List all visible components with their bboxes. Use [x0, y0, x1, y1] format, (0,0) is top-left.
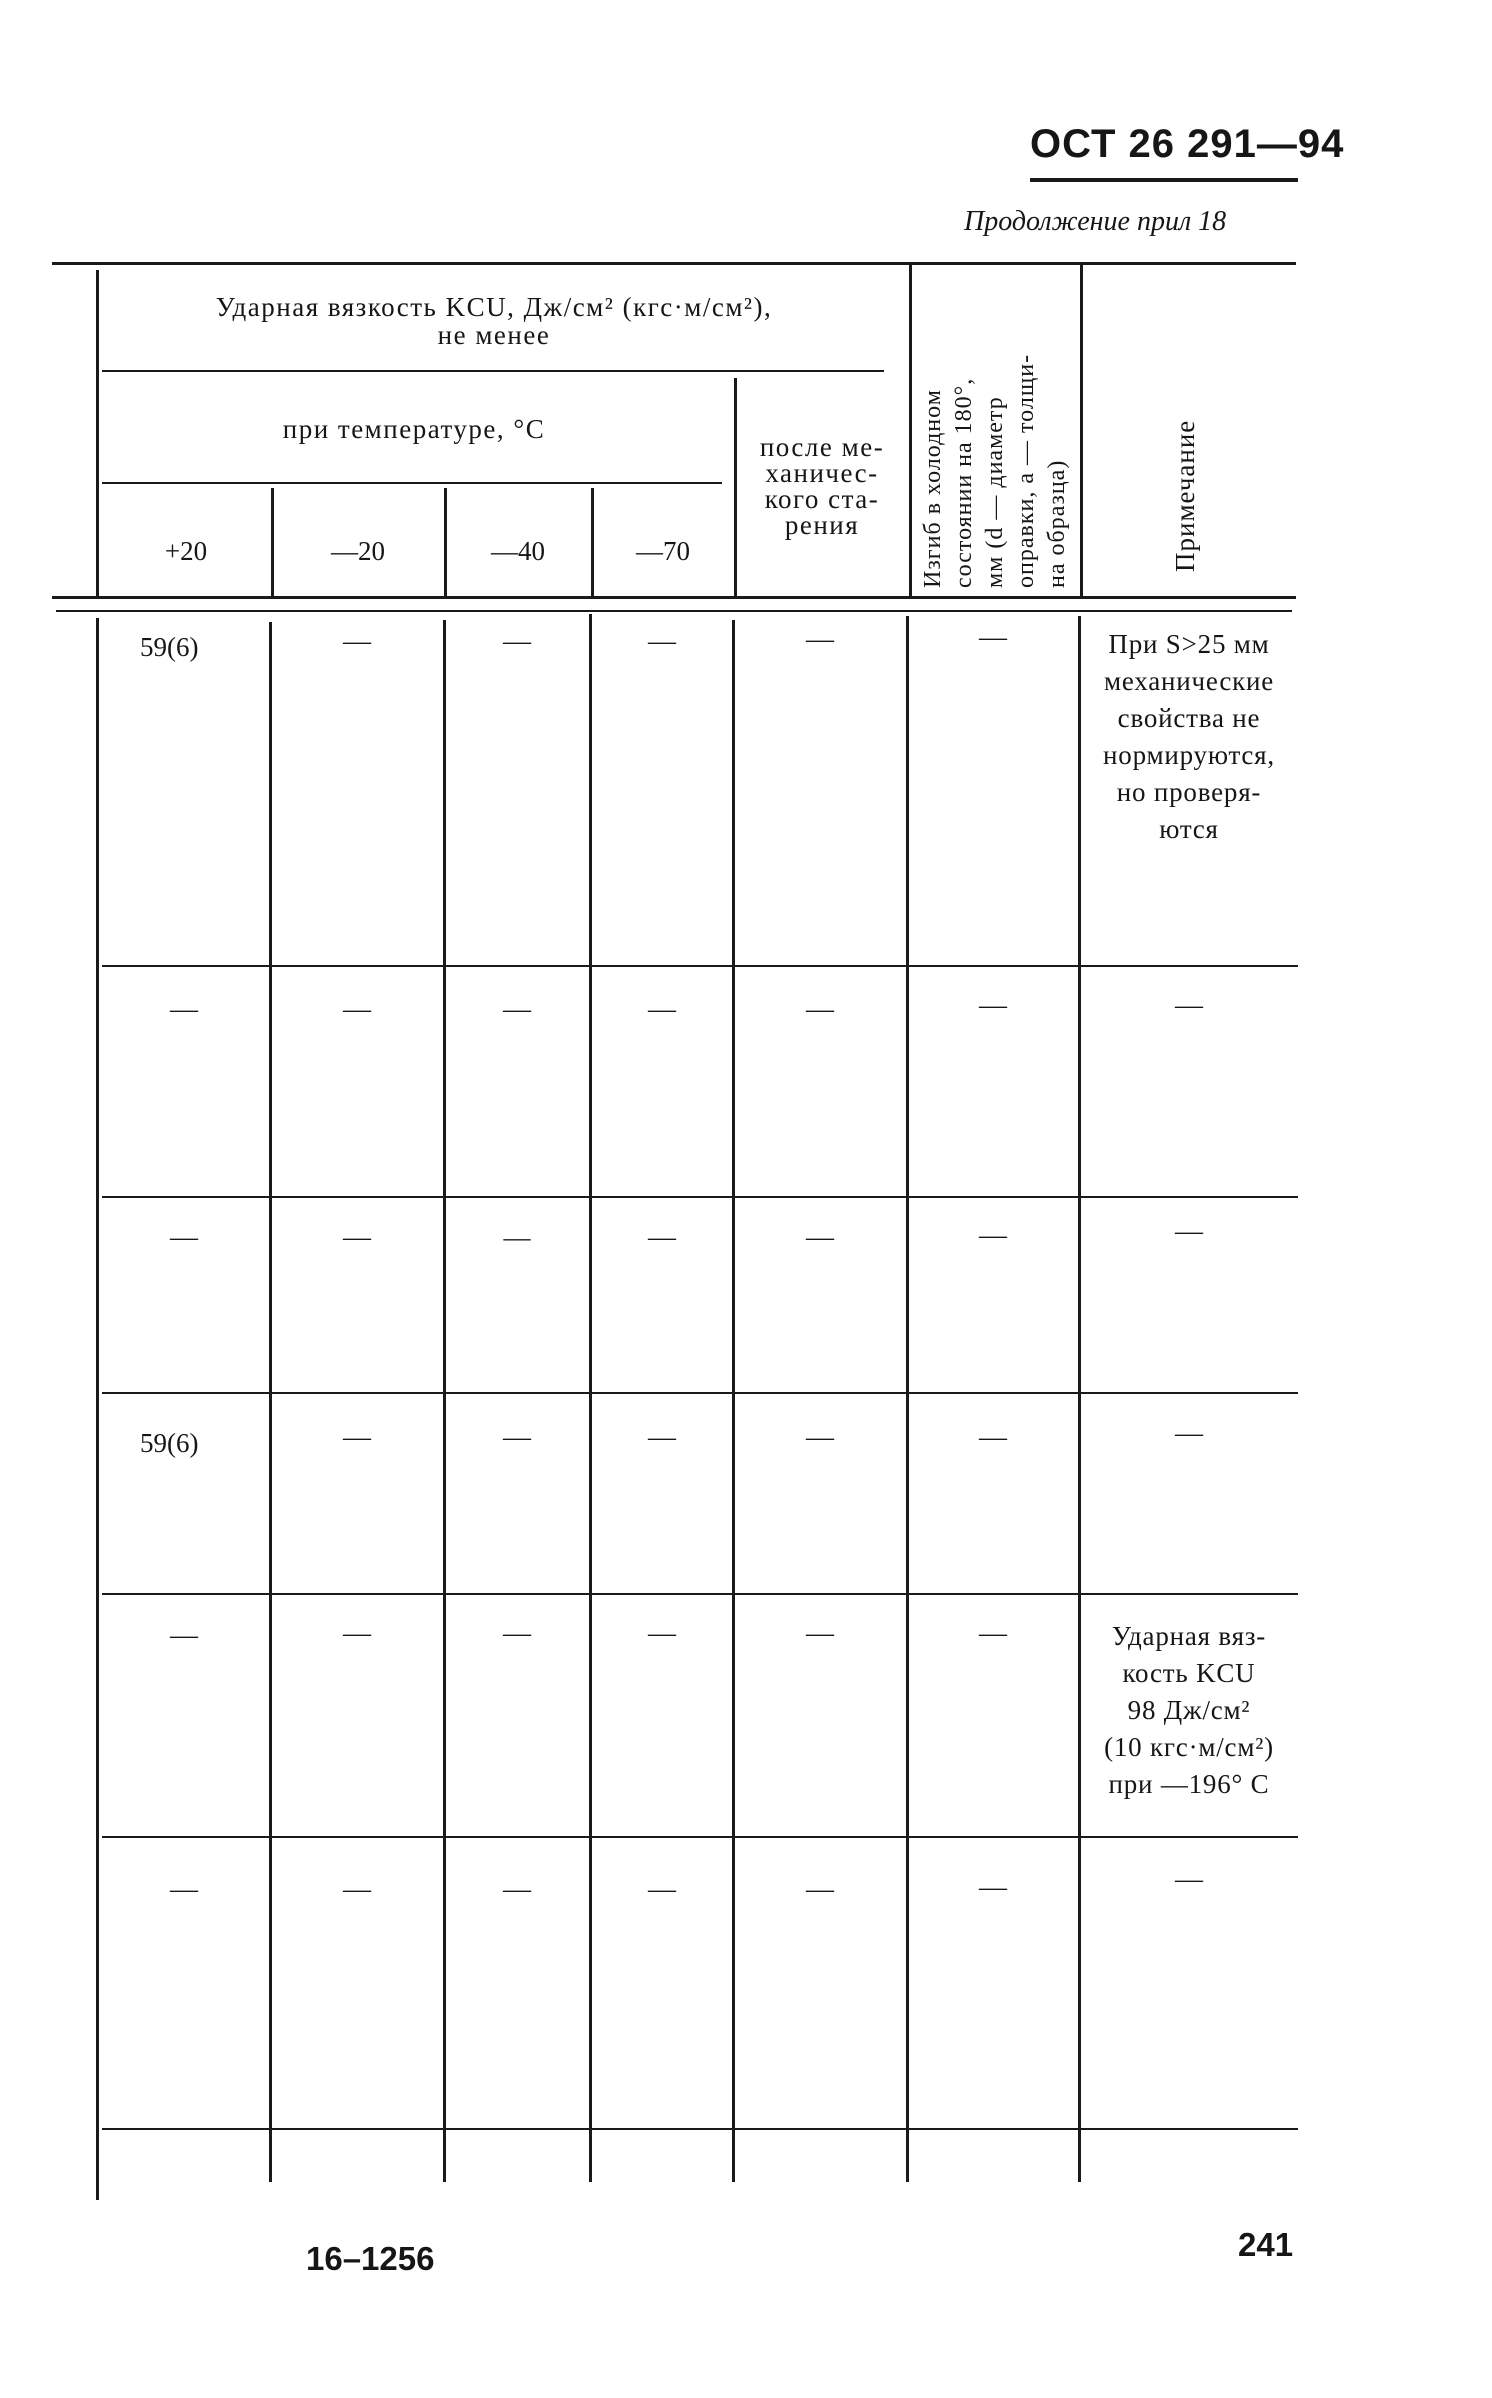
- header-temp: —70: [636, 536, 690, 566]
- cell-note: но проверя-: [1116, 777, 1262, 807]
- header-temp: —40: [491, 536, 545, 566]
- cell-note: ются: [1159, 814, 1219, 844]
- cell-bend: —: [979, 1618, 1007, 1649]
- header-group-title: Ударная вязкость KCU, Дж/см² (кгс·м/см²),: [215, 292, 773, 322]
- cell-after-aging: —: [806, 1618, 834, 1649]
- cell-impact-minus40: —: [503, 626, 531, 657]
- cell-note: 98 Дж/см²: [1127, 1695, 1251, 1725]
- cell-impact-minus70: —: [648, 626, 676, 657]
- header-bend: состоянии на 180°,: [951, 377, 977, 588]
- header-temp-label: при температуре, °С: [282, 414, 546, 444]
- cell-impact-minus20: —: [343, 1874, 371, 1905]
- cell-note: при —196° С: [1108, 1769, 1270, 1799]
- cell-impact-plus20: —: [170, 1222, 198, 1253]
- header-aging: после ме-: [759, 432, 885, 462]
- cell-impact-minus20: —: [343, 626, 371, 657]
- col-rule-left: [96, 270, 99, 596]
- cell-impact-plus20: —: [170, 1620, 198, 1651]
- cell-note: —: [1175, 1216, 1203, 1247]
- cell-note: —: [1175, 1864, 1203, 1895]
- col-rule-left-body: [96, 618, 99, 2200]
- footer-print-code: 16–1256: [306, 2240, 435, 2277]
- cell-after-aging: —: [806, 624, 834, 655]
- cell-bend: —: [979, 1220, 1007, 1251]
- header-temp: —20: [331, 536, 385, 566]
- row-rule-5: [102, 1836, 1298, 1838]
- row-rule-2: [102, 1196, 1298, 1198]
- doc-code-underline: [1030, 178, 1298, 182]
- cell-impact-minus40: —: [503, 1874, 531, 1905]
- cell-after-aging: —: [806, 1874, 834, 1905]
- cell-note: —: [1175, 1418, 1203, 1449]
- cell-note: кость KCU: [1122, 1658, 1256, 1688]
- cell-note: нормируются,: [1103, 740, 1275, 770]
- header-temp: +20: [164, 536, 208, 566]
- cell-note: Ударная вяз-: [1111, 1621, 1267, 1651]
- col-rule-bend: [909, 262, 912, 596]
- cell-impact-plus20: —: [170, 994, 198, 1025]
- cell-note: —: [1175, 990, 1203, 1021]
- col-rule-4-body: [732, 620, 735, 2182]
- row-rule-6: [102, 2128, 1298, 2130]
- group-title-rule: [102, 370, 884, 372]
- cell-after-aging: —: [806, 994, 834, 1025]
- col-rule-note: [1080, 262, 1083, 596]
- cell-note: механические: [1103, 666, 1275, 696]
- cell-after-aging: —: [806, 1422, 834, 1453]
- cell-impact-minus40: —: [503, 1618, 531, 1649]
- page-number: 241: [1238, 2226, 1294, 2263]
- cell-bend: —: [979, 990, 1007, 1021]
- row-rule-1: [102, 965, 1298, 967]
- row-rule-3: [102, 1392, 1298, 1394]
- header-bottom-rule: [52, 596, 1296, 599]
- cell-impact-minus20: —: [343, 994, 371, 1025]
- header-bend: мм (d — диаметр: [982, 396, 1008, 588]
- table-top-rule: [52, 262, 1296, 265]
- cell-note: (10 кгс·м/см²): [1104, 1732, 1274, 1762]
- cell-after-aging: —: [806, 1222, 834, 1253]
- cell-impact-minus70: —: [648, 994, 676, 1025]
- cell-impact-minus40: —: [503, 1222, 531, 1252]
- header-aging: рения: [784, 510, 860, 540]
- header-group-subtitle: не менее: [437, 320, 551, 350]
- cell-impact-minus20: —: [343, 1222, 371, 1253]
- col-rule-6-body: [1078, 616, 1081, 2182]
- header-bend: на образца): [1044, 459, 1070, 588]
- cell-impact-minus40: —: [503, 994, 531, 1025]
- cell-impact-plus20: —: [170, 1874, 198, 1905]
- header-bottom-rule-2: [56, 610, 1292, 612]
- header-bend: Изгиб в холодном: [920, 389, 946, 588]
- header-bend: оправки, a — толщи-: [1013, 353, 1039, 588]
- col-rule-1-body: [269, 622, 272, 2182]
- cell-impact-plus20: 59(6): [140, 632, 199, 662]
- cell-impact-minus70: —: [648, 1618, 676, 1649]
- continuation-note: Продолжение прил 18: [964, 206, 1227, 237]
- cell-impact-minus70: —: [648, 1422, 676, 1453]
- temp-label-rule: [102, 482, 722, 484]
- cell-impact-minus70: —: [648, 1222, 676, 1253]
- cell-impact-plus20: 59(6): [140, 1428, 199, 1458]
- header-aging: кого ста-: [764, 484, 880, 514]
- cell-note: свойства не: [1117, 703, 1261, 733]
- col-rule-5-body: [906, 616, 909, 2182]
- document-code: ОСТ 26 291—94: [1030, 122, 1345, 166]
- cell-bend: —: [979, 622, 1007, 653]
- col-rule-3-body: [589, 614, 592, 2182]
- cell-bend: —: [979, 1872, 1007, 1903]
- cell-impact-minus20: —: [343, 1422, 371, 1453]
- header-note: Примечание: [1170, 419, 1200, 572]
- cell-bend: —: [979, 1422, 1007, 1453]
- row-rule-4: [102, 1593, 1298, 1595]
- cell-impact-minus70: —: [648, 1874, 676, 1905]
- cell-impact-minus20: —: [343, 1618, 371, 1649]
- cell-note: При S>25 мм: [1108, 629, 1270, 659]
- col-rule-2-body: [443, 620, 446, 2182]
- header-aging: ханичес-: [765, 458, 879, 488]
- cell-impact-minus40: —: [503, 1422, 531, 1453]
